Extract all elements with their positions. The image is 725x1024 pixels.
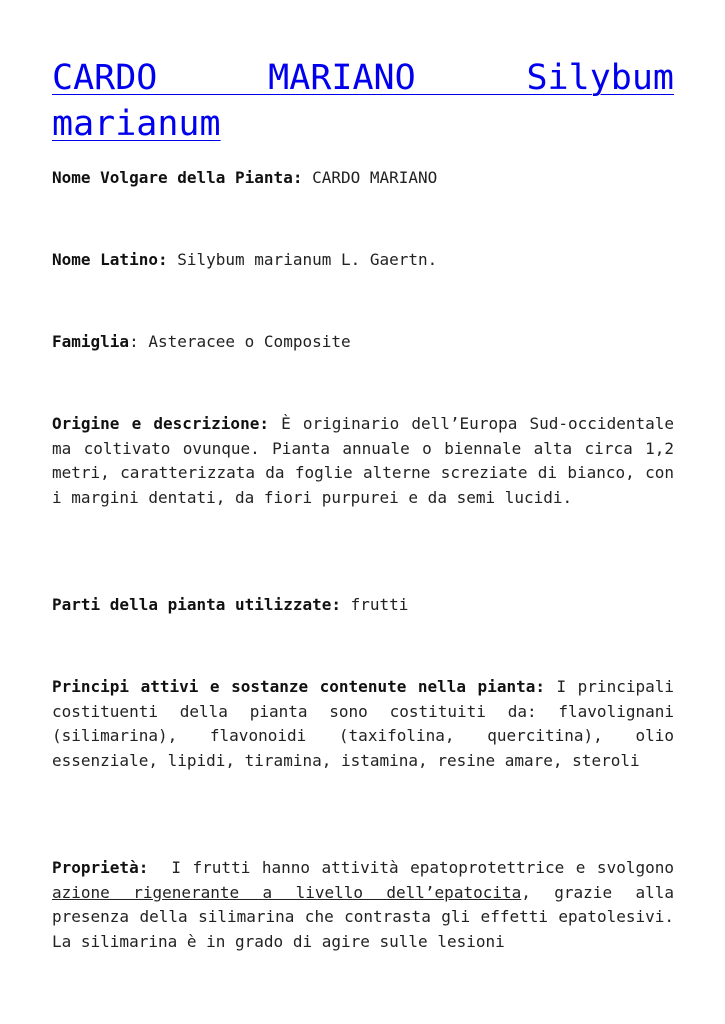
field-label: Famiglia bbox=[52, 332, 130, 351]
field-origine bbox=[52, 412, 674, 510]
field-value: È originario dell’Europa Sud-occidentale ma coltivato ovunque. Pianta annuale o biennale alta circa 1,2 metri, caratterizzata da foglie alterne screziate di bianco, con i margini dentati, da fiori purpurei e da semi lucidi. bbox=[52, 414, 674, 507]
field-label: Parti della pianta utilizzate: bbox=[52, 595, 341, 614]
page-title bbox=[52, 55, 674, 147]
field-value: frutti bbox=[340, 595, 409, 614]
field-value: : Asteracee o Composite bbox=[129, 332, 351, 351]
field-label: Nome Latino: bbox=[52, 250, 168, 269]
field-value-continued: , grazie alla presenza della silimarina che contrasta gli effetti epatolesivi. La silimarina è in grado di agire sulle lesioni bbox=[52, 882, 674, 951]
field-value: I principali costituenti della pianta sono costituiti da: flavolignani (silimarina), flavonoidi (taxifolina, quercitina), olio essenziale, lipidi, tiramina, istamina, resine amare, steroli bbox=[52, 677, 674, 770]
field-famiglia bbox=[52, 330, 674, 355]
title-link[interactable]: CARDO MARIANO Silybum marianum bbox=[52, 58, 674, 144]
field-label: Principi attivi e sostanze contenute nella pianta: bbox=[52, 677, 545, 696]
field-proprieta bbox=[52, 856, 684, 954]
field-value: Silybum marianum L. Gaertn. bbox=[167, 250, 438, 269]
field-value: I frutti hanno attività epatoprotettrice e svolgono bbox=[148, 858, 684, 877]
field-parti bbox=[52, 593, 674, 618]
field-label: Proprietà: bbox=[52, 858, 149, 877]
field-nome-latino bbox=[52, 248, 674, 273]
field-label: Origine e descrizione: bbox=[52, 414, 269, 433]
field-nome-volgare bbox=[52, 166, 674, 191]
underlined-phrase: azione rigenerante a livello dell’epatocita bbox=[52, 882, 522, 902]
field-value: CARDO MARIANO bbox=[302, 168, 438, 187]
field-label: Nome Volgare della Pianta: bbox=[52, 168, 303, 187]
field-principi bbox=[52, 675, 674, 773]
